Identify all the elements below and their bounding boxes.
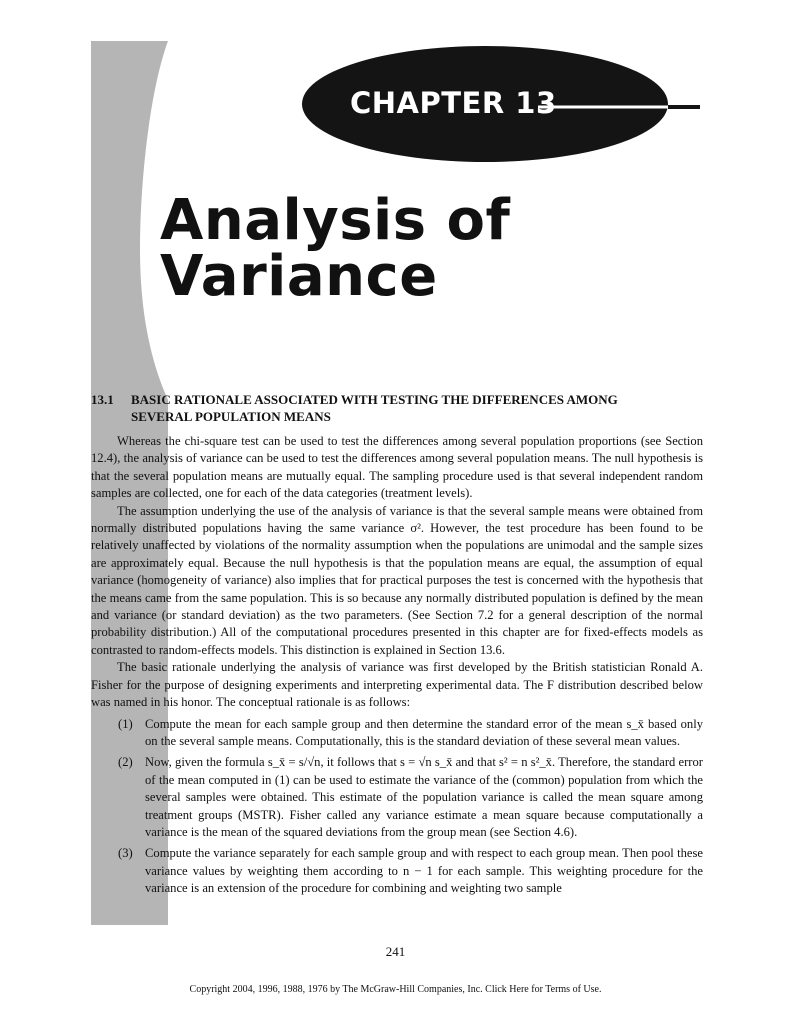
paragraph: Whereas the chi-square test can be used to test the differences among several population proportions (see Section 12.4), the analysis of variance can be used to test the differences among several population means. The null hypothesis is that the several population means are mutually equal. The sampling procedure used is that several independent random samples are collected, one for each of the data categories (treatment levels). xyxy=(91,434,703,501)
list-item xyxy=(91,845,703,897)
list-item-number: (2) xyxy=(118,755,133,770)
section-title-line1: BASIC RATIONALE ASSOCIATED WITH TESTING THE DIFFERENCES AMONG xyxy=(131,392,618,407)
list-item xyxy=(91,754,703,841)
copyright-notice: Copyright 2004, 1996, 1988, 1976 by The McGraw-Hill Companies, Inc. Click Here for Terms of Use. xyxy=(189,984,602,995)
list-item-number: (1) xyxy=(118,716,133,731)
paragraph: The basic rationale underlying the analysis of variance was first developed by the British statistician Ronald A. Fisher for the purpose of designing experiments and interpreting experimental data. The F distribution described below was named in his honor. The conceptual rationale is as follows: xyxy=(91,660,703,710)
paragraph: The assumption underlying the use of the analysis of variance is that the several sample means were obtained from normally distributed populations having the same variance σ². However, the test procedure has been found to be relatively unaffected by violations of the normality assumption when the populations are unimodal and the sample sizes are approximately equal. Because the null hypothesis is that the population means are equal, the assumption of equal variance (homogeneity of variance) also implies that for practical purposes the test is concerned with the hypothesis that the means came from the same population. This is so because any normally distributed population is defined by the mean and variance (or standard deviation) as the two parameters. (See Section 7.2 for a general description of the normal probability distribution.) All of the computational procedures presented in this chapter are for fixed-effects models as contrasted to random-effects models. This distinction is explained in Section 13.6. xyxy=(91,503,703,657)
list-item-text: Compute the mean for each sample group and then determine the standard error of the mean s_x̄ based only on the several sample means. Computationally, this is the standard deviation of these several mean values. xyxy=(145,716,703,748)
body-text xyxy=(91,433,703,898)
list-item-number: (3) xyxy=(118,846,133,861)
section-title-line2: SEVERAL POPULATION MEANS xyxy=(131,409,331,424)
chapter-label: CHAPTER 13 xyxy=(350,86,557,120)
page-number: 241 xyxy=(385,944,406,959)
list-item-text: Compute the variance separately for each sample group and with respect to each group mean. Then pool these variance values by weighting them according to n − 1 for each sample. This weighting procedure for the variance is an extension of the procedure for combining and weighting two sample xyxy=(145,846,703,896)
list-item-text: Now, given the formula s_x̄ = s/√n, it follows that s = √n s_x̄ and that s² = n s²_x̄. Therefore, the standard error of the mean computed in (1) can be used to estimate the variance of the (common) population from which the several samples were obtained. This estimate of the population variance is called the mean square among treatment groups (MSTR). Fisher called any variance estimate a mean square because computationally a variance is the mean of the squared deviations from the group mean (see Section 4.6). xyxy=(145,755,703,839)
chapter-title: Analysis of Variance xyxy=(160,188,511,309)
list-item xyxy=(91,716,703,751)
section-number: 13.1 xyxy=(91,392,114,407)
